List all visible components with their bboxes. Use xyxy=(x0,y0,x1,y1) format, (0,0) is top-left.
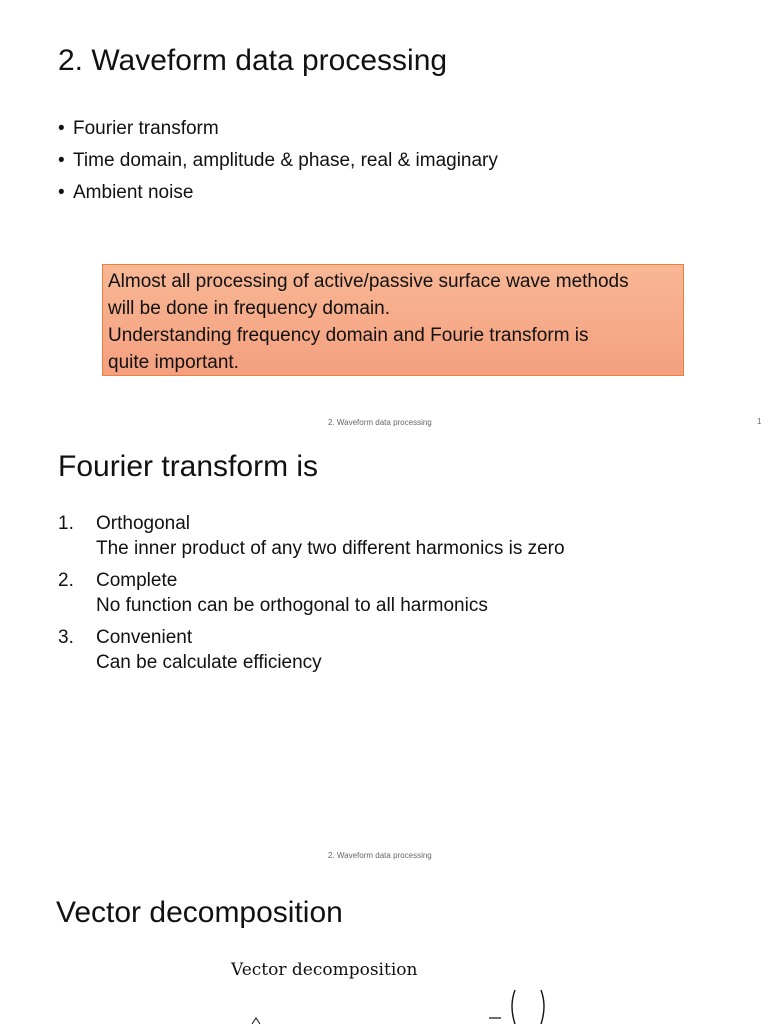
callout-line: quite important. xyxy=(108,352,239,373)
callout-line: Almost all processing of active/passive surface wave methods xyxy=(108,271,629,292)
slide-title: 2. Waveform data processing xyxy=(58,44,448,77)
slide-title: Vector decomposition xyxy=(56,896,343,929)
slide-title: Fourier transform is xyxy=(58,450,319,483)
item-number: 2. xyxy=(58,570,74,591)
equation-fragment-icon xyxy=(485,984,555,1024)
item-heading: Complete xyxy=(96,570,178,591)
item-description: The inner product of any two different harmonics is zero xyxy=(96,538,565,559)
callout-line: will be done in frequency domain. xyxy=(108,298,391,319)
slide-footer: 2. Waveform data processing xyxy=(328,851,432,860)
item-heading: Orthogonal xyxy=(96,513,191,534)
item-heading: Convenient xyxy=(96,627,193,648)
bullet-icon: • xyxy=(58,182,65,203)
item-number: 1. xyxy=(58,513,74,534)
bullet-text: Ambient noise xyxy=(73,182,194,203)
item-description: Can be calculate efficiency xyxy=(96,652,322,673)
bullet-text: Fourier transform xyxy=(73,118,219,139)
callout-line: Understanding frequency domain and Fourie transform is xyxy=(108,325,589,346)
slide-footer: 2. Waveform data processing xyxy=(328,418,432,427)
bullet-icon: • xyxy=(58,118,65,139)
figure-caption: Vector decomposition xyxy=(231,960,418,980)
bullet-text: Time domain, amplitude & phase, real & imaginary xyxy=(73,150,498,171)
item-number: 3. xyxy=(58,627,74,648)
item-description: No function can be orthogonal to all harmonics xyxy=(96,595,488,616)
bullet-icon: • xyxy=(58,150,65,171)
arrow-fragment-icon xyxy=(246,1016,266,1024)
page-number: 1 xyxy=(757,417,762,426)
